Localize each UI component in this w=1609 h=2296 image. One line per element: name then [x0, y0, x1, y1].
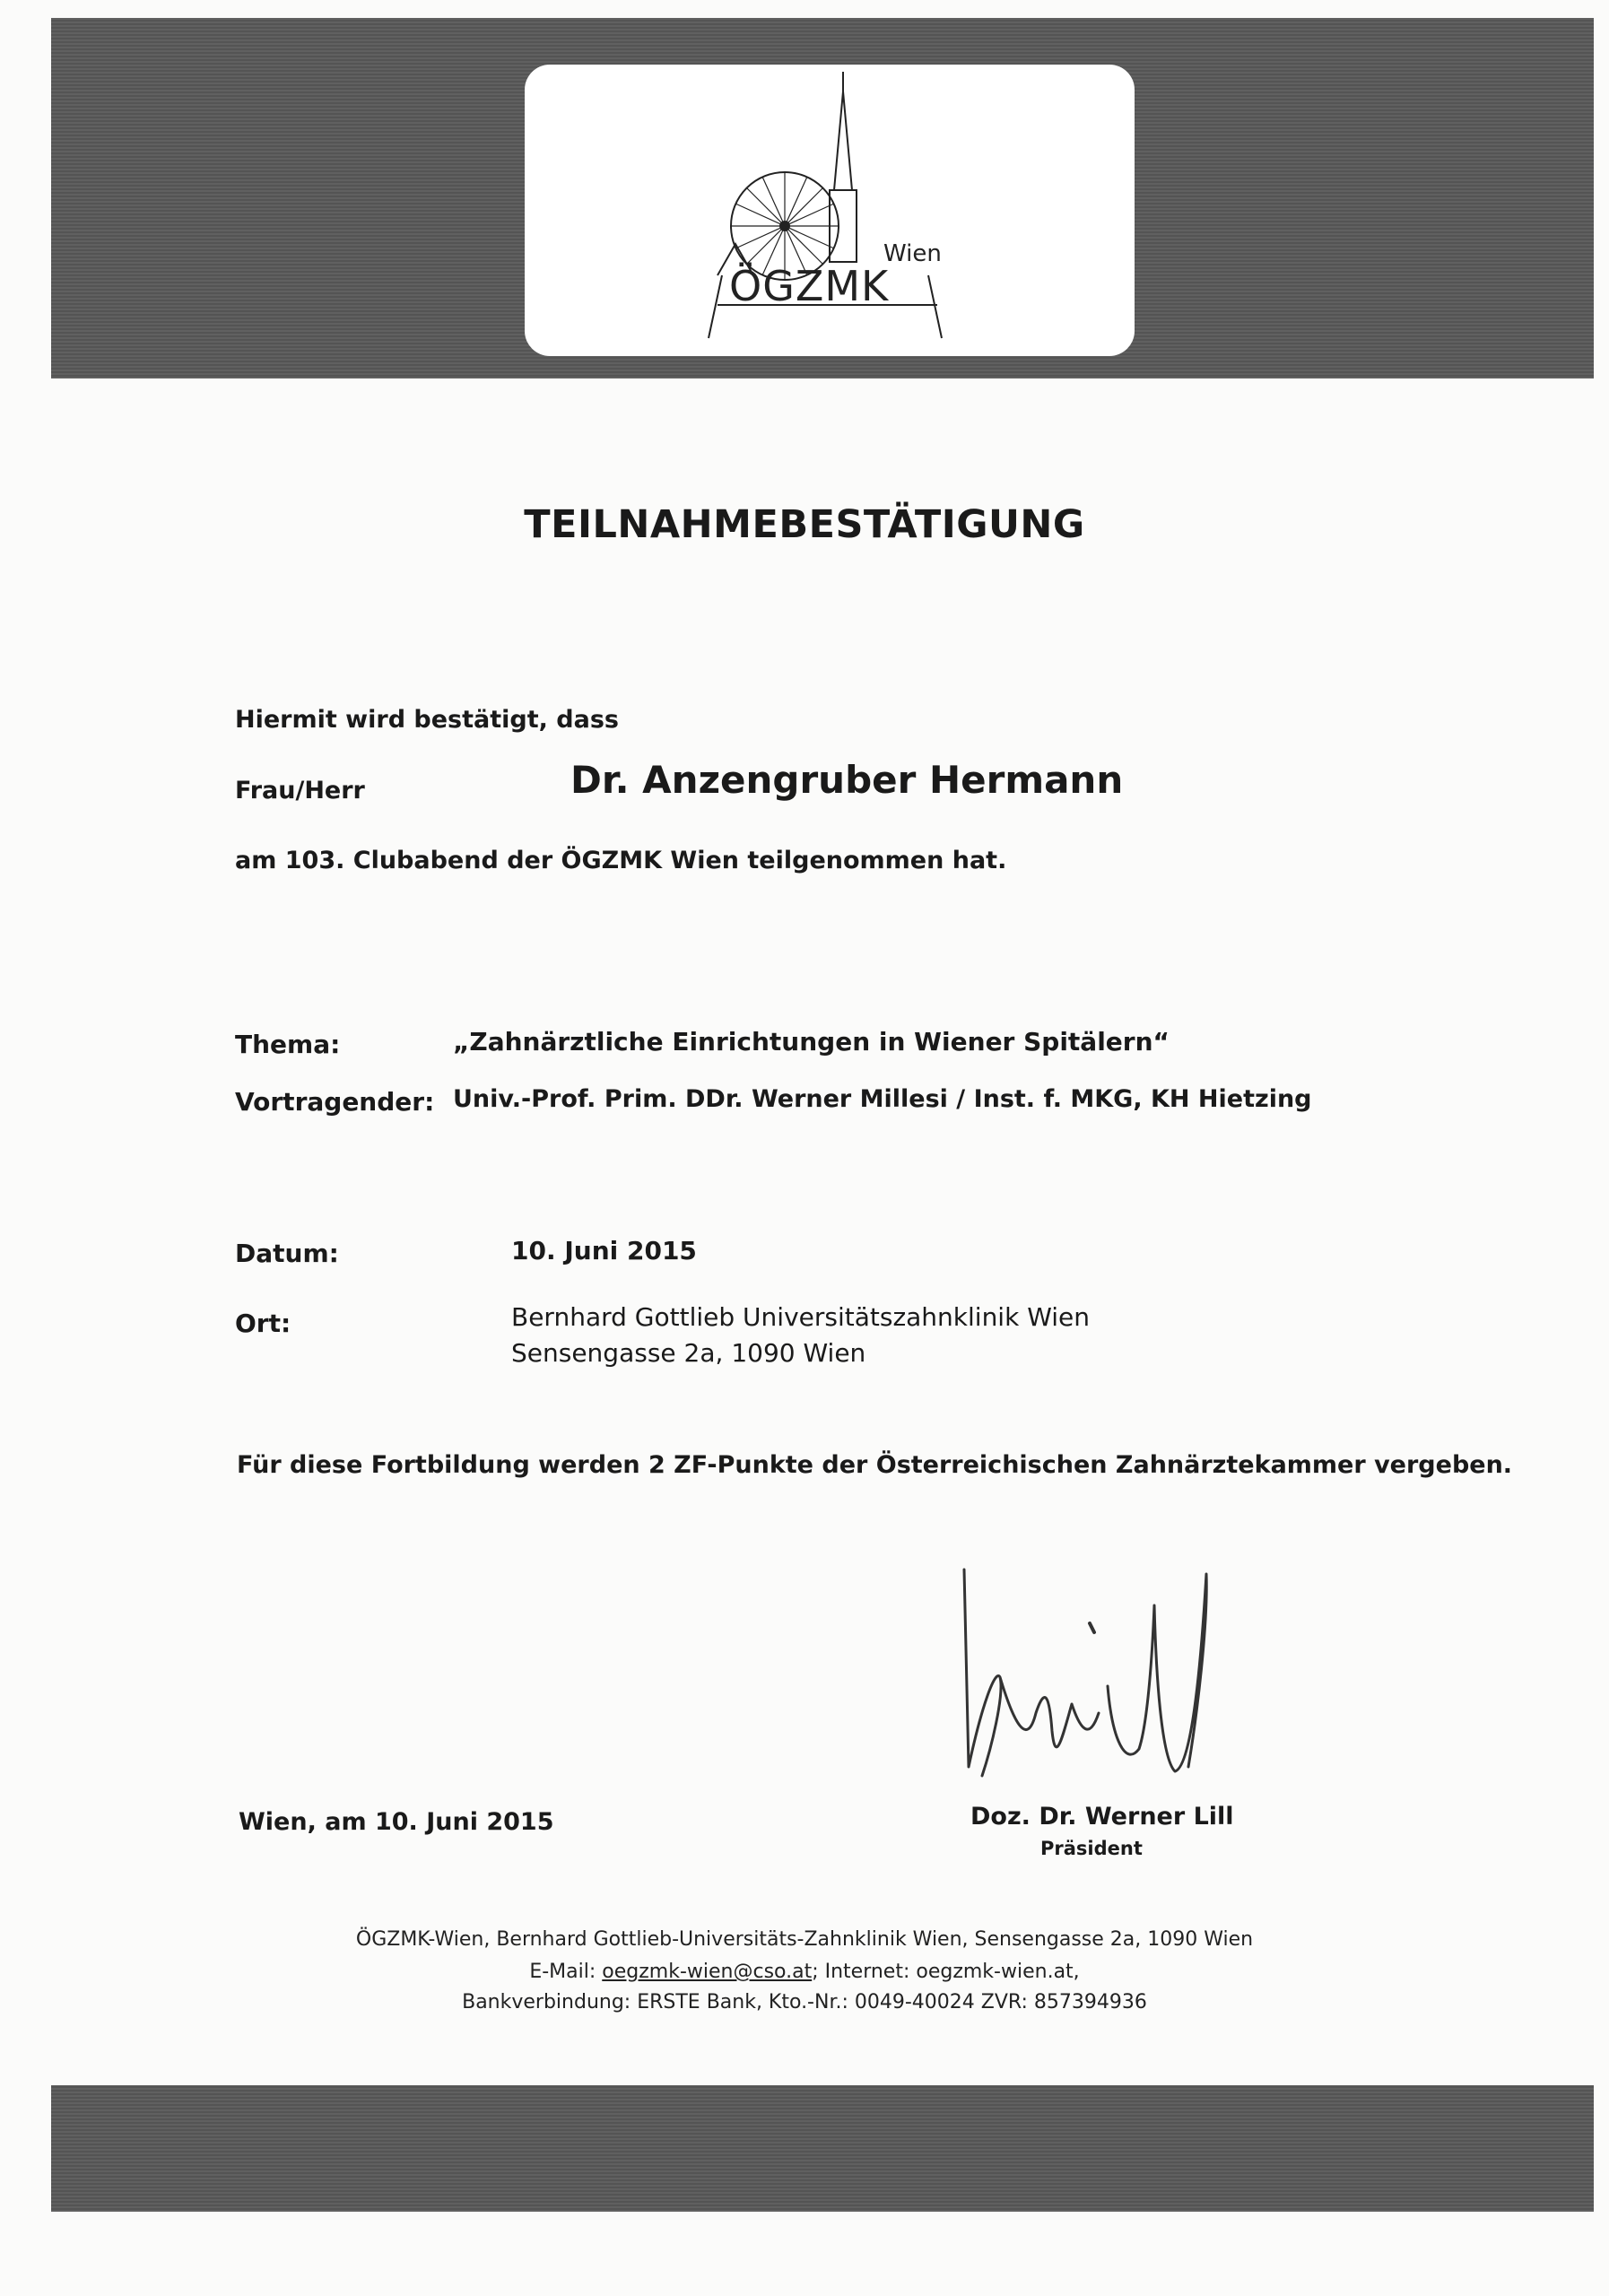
- footer-email-link[interactable]: oegzmk-wien@cso.at: [602, 1961, 813, 1983]
- participation-text: am 103. Clubabend der ÖGZMK Wien teilgenommen hat.: [235, 847, 1007, 874]
- credits-text: Für diese Fortbildung werden 2 ZF-Punkte der Österreichischen Zahnärztekammer vergeben.: [237, 1451, 1513, 1479]
- logo-card: [525, 65, 1135, 356]
- document-title: TEILNAHMEBESTÄTIGUNG: [524, 502, 1085, 547]
- place-line-1: Bernhard Gottlieb Universitätszahnklinik Wien: [511, 1302, 1091, 1332]
- place-date-signoff: Wien, am 10. Juni 2015: [239, 1808, 554, 1836]
- signer-role: Präsident: [1040, 1838, 1143, 1859]
- footer-address: ÖGZMK-Wien, Bernhard Gottlieb-Universitäts-Zahnklinik Wien, Sensengasse 2a, 1090 Wien: [355, 1928, 1254, 1951]
- place-label: Ort:: [235, 1309, 291, 1338]
- logo-subtitle: Wien: [883, 240, 942, 267]
- oegzmk-logo-icon: [525, 65, 1135, 356]
- signer-name: Doz. Dr. Werner Lill: [970, 1803, 1234, 1831]
- logo-wordmark: ÖGZMK: [729, 262, 890, 310]
- footer-contact: [0, 1961, 1609, 1983]
- footer-internet: ; Internet: oegzmk-wien.at,: [812, 1961, 1080, 1983]
- footer-bank: Bankverbindung: ERSTE Bank, Kto.-Nr.: 0049-40024 ZVR: 857394936: [462, 1991, 1147, 2013]
- topic-value: „Zahnärztliche Einrichtungen in Wiener Spitälern“: [453, 1027, 1170, 1057]
- recipient-label: Frau/Herr: [235, 777, 365, 804]
- signature-icon: [946, 1543, 1233, 1803]
- date-value: 10. Juni 2015: [511, 1236, 697, 1265]
- speaker-value: Univ.-Prof. Prim. DDr. Werner Millesi / Inst. f. MKG, KH Hietzing: [453, 1085, 1312, 1113]
- topic-label: Thema:: [235, 1030, 341, 1059]
- intro-text: Hiermit wird bestätigt, dass: [235, 706, 619, 734]
- place-line-2: Sensengasse 2a, 1090 Wien: [511, 1338, 866, 1368]
- date-label: Datum:: [235, 1239, 339, 1268]
- recipient-name: Dr. Anzengruber Hermann: [570, 758, 1124, 802]
- footer-email-prefix: E-Mail:: [529, 1961, 603, 1983]
- footer-band: [51, 2085, 1594, 2212]
- speaker-label: Vortragender:: [235, 1087, 435, 1117]
